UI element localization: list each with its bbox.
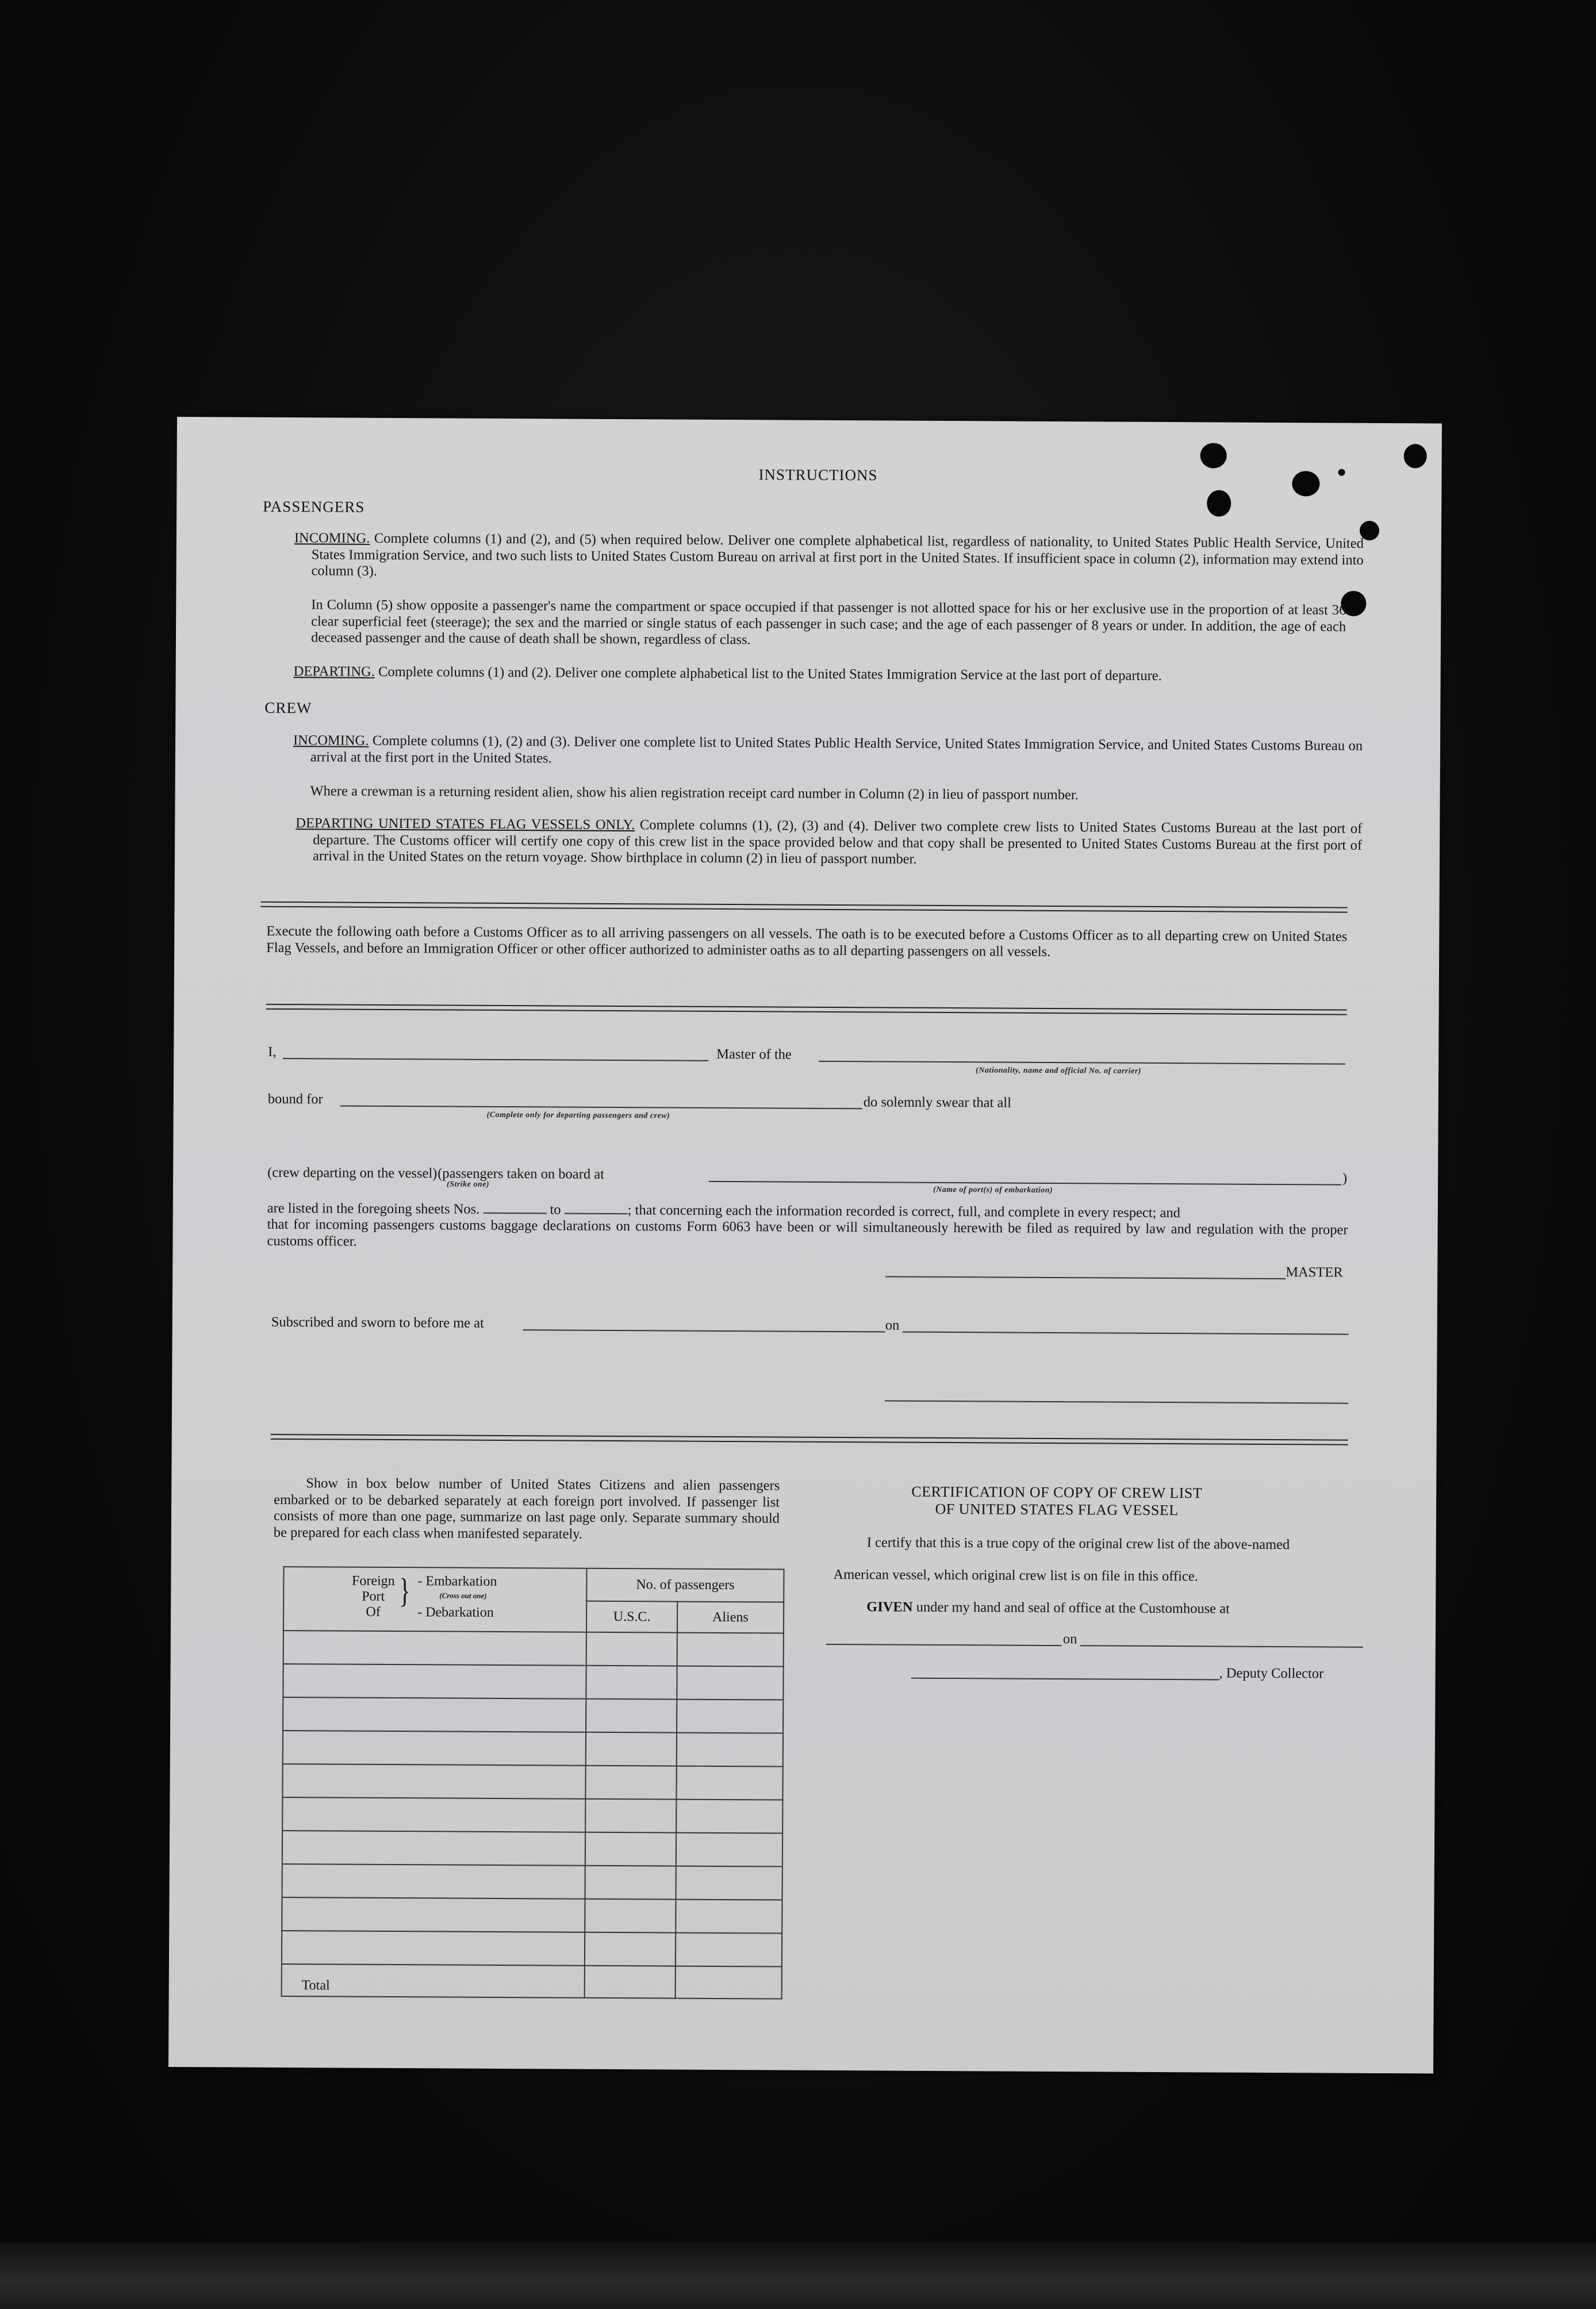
given-text: under my hand and seal of office at the Customhouse at	[916, 1599, 1230, 1617]
listed-prefix: are listed in the foregoing sheets Nos.	[267, 1200, 480, 1217]
table-row	[282, 1797, 782, 1834]
port-cell[interactable]	[282, 1797, 586, 1832]
sworn-date-field[interactable]	[903, 1332, 1349, 1335]
port-cell[interactable]	[282, 1831, 586, 1866]
certification-title-line2: OF UNITED STATES FLAG VESSEL	[935, 1500, 1179, 1519]
total-label: Total	[282, 1964, 585, 1998]
crew-departing-label: DEPARTING UNITED STATES FLAG VESSELS ONLY.	[296, 815, 635, 833]
port-cell[interactable]	[283, 1631, 587, 1666]
cert-on-label: on	[1062, 1631, 1077, 1647]
port-cell[interactable]	[283, 1664, 586, 1699]
master-signature-field[interactable]	[885, 1276, 1286, 1279]
port-of: Of	[366, 1604, 381, 1620]
section-divider	[261, 902, 1348, 913]
deputy-collector-label: , Deputy Collector	[1219, 1665, 1324, 1682]
debarkation-label: - Debarkation	[417, 1605, 494, 1620]
oath-bound-for: bound for	[267, 1091, 323, 1107]
oath-i-label: I,	[268, 1044, 277, 1060]
port-header-cell	[283, 1567, 587, 1632]
usc-cell[interactable]	[585, 1866, 676, 1900]
crew-incoming-paragraph	[293, 732, 1363, 771]
bound-for-field[interactable]	[340, 1106, 862, 1110]
listed-to: to	[550, 1202, 561, 1218]
usc-cell[interactable]	[586, 1699, 677, 1733]
document-page	[168, 417, 1442, 2073]
officer-signature-field[interactable]	[885, 1400, 1348, 1403]
cert-date-field[interactable]	[1080, 1645, 1363, 1648]
passengers-departing-text: Complete columns (1) and (2). Deliver one complete alphabetical list to the United States Immigration Service at the last port of departure.	[378, 663, 1162, 684]
oath-crew-departing: (crew departing on the vessel)	[267, 1164, 438, 1182]
port-cell[interactable]	[283, 1731, 586, 1766]
crew-departing-text: Complete columns (1), (2), (3) and (4). Deliver two complete crew lists to United States Customs Bureau at the last port of departure. The Customs officer will certify one copy of this crew list in the space provided below and that copy shall be presented to United States Customs Bureau at the first port of arrival in the United States on the return voyage. Show birthplace in column (2) in lieu of passport number.	[312, 817, 1363, 867]
oath-intro: Execute the following oath before a Customs Officer as to all arriving passengers on all vessels. The oath is to be executed before a Customs Officer as to all departing crew on United States Flag Vessels, and before an Immigration Officer or other officer authorized to administer oaths as to all departing passengers on all vessels.	[266, 923, 1348, 960]
passengers-column5-paragraph: In Column (5) show opposite a passenger's name the compartment or space occupied if that passenger is not allotted space for his or her exclusive use in the proportion of at least 36 clear superficial feet (steerage); the sex and the married or single status of each passenger in such case; and the age of each passenger of 8 years or under. In addition, the age of each deceased passenger and the cause of death shall be shown, regardless of class.	[310, 597, 1346, 648]
scanner-edge	[0, 2242, 1596, 2309]
oath-close-paren: )	[1342, 1170, 1348, 1186]
table-row	[283, 1697, 783, 1733]
aliens-cell[interactable]	[676, 1733, 783, 1767]
usc-total-cell[interactable]	[585, 1966, 676, 1999]
port-cell[interactable]	[282, 1864, 586, 1899]
passengers-incoming-paragraph	[294, 530, 1364, 585]
usc-cell[interactable]	[586, 1632, 677, 1666]
port-cell[interactable]	[282, 1897, 585, 1932]
sheet-from-field[interactable]	[483, 1202, 546, 1214]
certification-title-line1: CERTIFICATION OF COPY OF CREW LIST	[911, 1483, 1203, 1502]
cross-out-note: (Cross out one)	[439, 1591, 487, 1600]
crew-incoming-text: Complete columns (1), (2) and (3). Deliver one complete list to United States Public Health Service, United States Immigration Service, and United States Customs Bureau on arrival at the first port in the United States.	[310, 732, 1363, 766]
table-row	[282, 1931, 782, 1967]
subscribed-label: Subscribed and sworn to before me at	[271, 1314, 484, 1331]
master-name-field[interactable]	[283, 1058, 708, 1061]
instructions-heading: INSTRUCTIONS	[758, 466, 878, 484]
table-row	[282, 1897, 782, 1934]
crew-incoming-label: INCOMING.	[293, 732, 369, 749]
sworn-on-label: on	[885, 1317, 900, 1333]
sheet-to-field[interactable]	[565, 1203, 628, 1215]
usc-header: U.S.C.	[586, 1601, 677, 1633]
certification-title	[855, 1483, 1258, 1520]
port-note: (Name of port(s) of embarkation)	[933, 1185, 1053, 1195]
ink-spot	[1200, 443, 1227, 468]
usc-cell[interactable]	[585, 1932, 676, 1966]
deputy-signature-field[interactable]	[911, 1678, 1219, 1681]
ink-spot	[1207, 490, 1231, 516]
brace-icon: }	[399, 1571, 410, 1610]
aliens-total-cell[interactable]	[675, 1966, 782, 1999]
oath-listed-rest: that for incoming passengers customs baggage declarations on customs Form 6063 have been or will simultaneously herewith be filed as required by law and regulation with the proper customs officer.	[267, 1216, 1348, 1249]
aliens-cell[interactable]	[676, 1900, 782, 1934]
aliens-cell[interactable]	[677, 1633, 784, 1667]
usc-cell[interactable]	[585, 1899, 676, 1933]
nationality-note: (Nationality, name and official No. of carrier)	[976, 1066, 1142, 1076]
carrier-field[interactable]	[819, 1061, 1345, 1065]
crew-title: CREW	[264, 699, 312, 717]
bound-note: (Complete only for departing passengers and crew)	[486, 1110, 670, 1121]
summary-header-row	[283, 1567, 784, 1602]
port-port: Port	[362, 1589, 385, 1604]
aliens-cell[interactable]	[676, 1933, 782, 1967]
listed-suffix: ; that concerning each the information recorded is correct, full, and complete in every respect; and	[627, 1202, 1180, 1221]
embarkation-label: - Embarkation	[417, 1574, 497, 1589]
ink-spot	[1292, 471, 1319, 496]
table-row	[282, 1764, 782, 1800]
master-label: MASTER	[1286, 1264, 1343, 1280]
aliens-cell[interactable]	[676, 1766, 783, 1800]
oath-swear: do solemnly swear that all	[863, 1094, 1012, 1111]
ink-spot	[1404, 444, 1427, 468]
embarkation-port-field[interactable]	[709, 1181, 1341, 1186]
aliens-header: Aliens	[677, 1602, 784, 1633]
table-row	[283, 1731, 783, 1767]
port-cell[interactable]	[283, 1697, 586, 1732]
aliens-cell[interactable]	[676, 1800, 783, 1834]
passenger-summary-table	[281, 1566, 785, 2000]
passengers-departing-label: DEPARTING.	[293, 663, 375, 680]
given-line	[866, 1599, 1230, 1617]
lower-divider	[271, 1434, 1348, 1445]
table-row	[282, 1864, 782, 1900]
usc-cell[interactable]	[586, 1666, 677, 1700]
aliens-cell[interactable]	[676, 1833, 783, 1867]
passengers-departing-paragraph	[294, 663, 1346, 685]
table-row	[283, 1664, 783, 1700]
aliens-cell[interactable]	[677, 1700, 784, 1733]
customhouse-place-field[interactable]	[826, 1644, 1062, 1646]
ink-spot	[1338, 469, 1345, 476]
sworn-place-field[interactable]	[523, 1329, 885, 1332]
passengers-header: No. of passengers	[587, 1568, 784, 1602]
usc-cell[interactable]	[585, 1799, 676, 1833]
port-cell[interactable]	[282, 1764, 586, 1799]
certify-line1: I certify that this is a true copy of the original crew list of the above-named	[866, 1535, 1290, 1553]
port-cell[interactable]	[282, 1931, 585, 1966]
summary-instructions: Show in box below number of United States Citizens and alien passengers embarked or to be debarked separately at each foreign port involved. If passenger list consists of more than one page, summarize on last page only. Separate summary should be prepared for each class when manifested separately.	[273, 1475, 780, 1542]
port-foreign: Foreign	[351, 1573, 395, 1589]
crew-departing-paragraph	[296, 815, 1362, 870]
oath-master-of: Master of the	[716, 1046, 792, 1063]
table-row	[283, 1631, 784, 1667]
aliens-cell[interactable]	[676, 1866, 782, 1900]
aliens-cell[interactable]	[677, 1666, 784, 1700]
table-row	[282, 1831, 782, 1867]
passengers-incoming-text: Complete columns (1) and (2), and (5) when required below. Deliver one complete alphabetical list, regardless of nationality, to United States Public Health Service, United States Immigration Service, and two such lists to United States Custom Bureau on arrival at first port in the United States. If insufficient space in column (2), information may extend into column (3).	[311, 530, 1364, 579]
passengers-incoming-label: INCOMING.	[294, 530, 370, 546]
total-row	[282, 1964, 782, 1999]
certify-line2: American vessel, which original crew list is on file in this office.	[833, 1567, 1198, 1585]
usc-cell[interactable]	[586, 1766, 677, 1800]
oath-passengers-taken: (passengers taken on board at	[438, 1165, 605, 1182]
usc-cell[interactable]	[586, 1732, 677, 1766]
usc-cell[interactable]	[585, 1832, 676, 1866]
strike-one-note: (Strike one)	[446, 1180, 490, 1189]
crew-resident-paragraph: Where a crewman is a returning resident alien, show his alien registration receipt card number in Column (2) in lieu of passport number.	[310, 783, 1079, 803]
passengers-title: PASSENGERS	[263, 497, 365, 516]
given-label: GIVEN	[866, 1599, 913, 1615]
oath-divider	[266, 1004, 1347, 1015]
